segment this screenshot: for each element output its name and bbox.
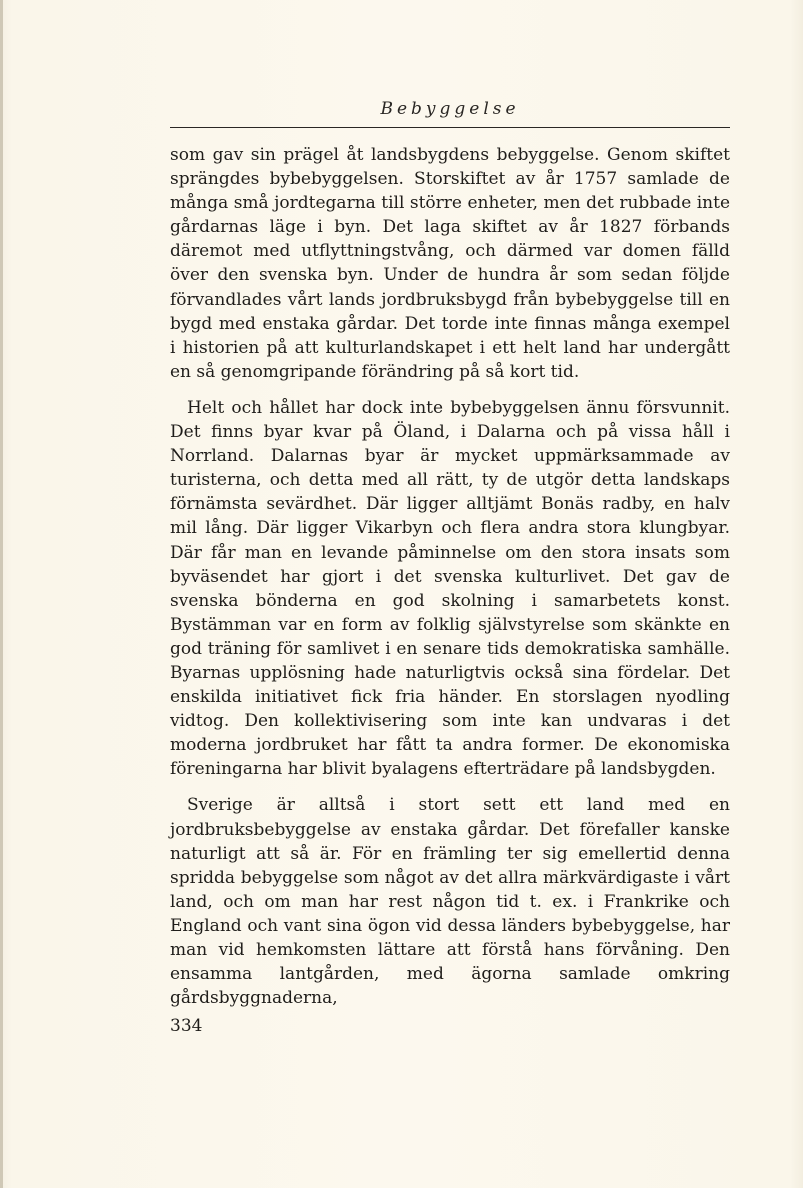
paragraph-3: Sverige är alltså i stort sett ett land med en jordbruksbebyggelse av enstaka gårdar. Det förefaller kanske naturligt att så är. För en främling ter sig emellertid denna spridda bebyggelse som något av det allra märkvärdigaste i vårt land, och om man har rest någon tid t. ex. i Frankrike och England och vant sina ögon vid dessa länders bybebyggelse, har man vid hemkomsten lättare att förstå hans förvåning. Den ensamma lantgården, med ägorna samlade omkring gårdsbyggnaderna, bbox=[170, 795, 730, 1009]
paragraph-1: som gav sin prägel åt landsbygdens bebyggelse. Genom skiftet sprängdes bybebyggelsen. Storskiftet av år 1757 samlade de många små jordtegarna till större enheter, men det rubbade inte gårdarnas läge i byn. Det laga skiftet av år 1827 förbands däremot med utflyttningstvång, och därmed var domen fälld över den svenska byn. Under de hundra år som sedan följde förvandlades vårt lands jordbruksbygd från bybebyggelse till en bygd med enstaka gårdar. Det torde inte finnas många exempel i historien på att kulturlandskapet i ett helt land har undergått en så genomgripande förändring på så kort tid. bbox=[170, 145, 730, 382]
header-rule bbox=[170, 127, 730, 128]
running-head: Bebyggelse bbox=[380, 99, 520, 119]
body-text bbox=[170, 143, 730, 1022]
page-edge bbox=[0, 0, 3, 1188]
page-number: 334 bbox=[170, 1016, 203, 1036]
paragraph-2: Helt och hållet har dock inte bybebyggelsen ännu försvunnit. Det finns byar kvar på Öland, i Dalarna och på vissa håll i Norrland. Dalarnas byar är mycket uppmärksammade av turisterna, och detta med all rätt, ty de utgör detta landskaps förnämsta sevärdhet. Där ligger alltjämt Bonäs radby, en halv mil lång. Där ligger Vikarbyn och flera andra stora klungbyar. Där får man en levande påminnelse om den stora insats som byväsendet har gjort i det svenska kulturlivet. Det gav de svenska bönderna en god skolning i samarbetets konst. Bystämman var en form av folklig självstyrelse som skänkte en god träning för samlivet i en senare tids demokratiska samhälle. Byarnas upplösning hade naturligtvis också sina fördelar. Det enskilda initiativet fick fria händer. En storslagen nyodling vidtog. Den kollektivisering som inte kan undvaras i det moderna jordbruket har fått ta andra former. De ekonomiska föreningarna har blivit byalagens efterträdare på landsbygden. bbox=[170, 397, 730, 780]
